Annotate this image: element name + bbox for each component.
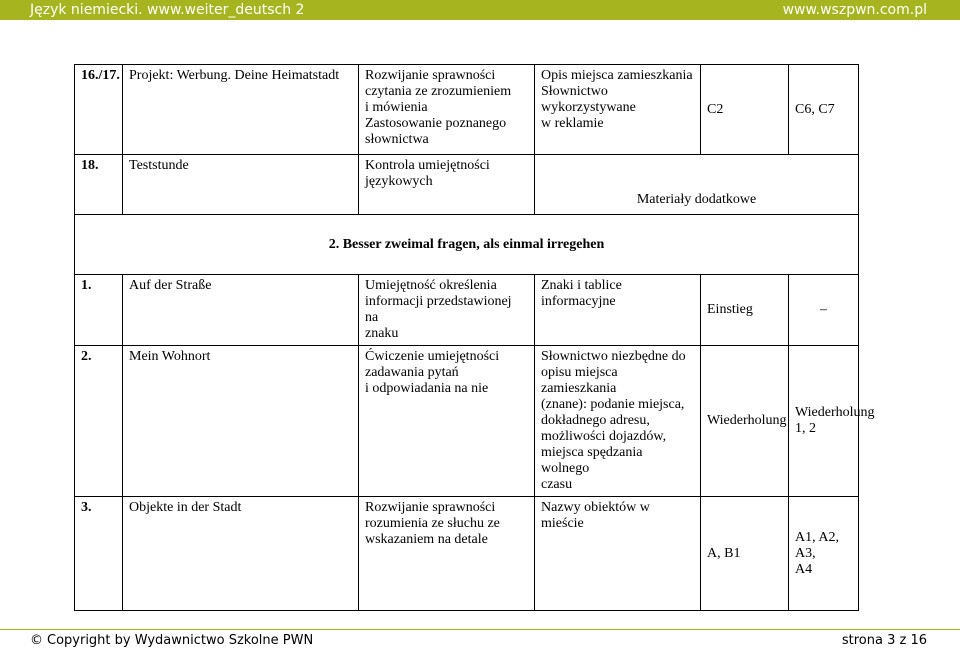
skills-line: Kontrola umiejętności [365,158,490,173]
skills-line: słownictwa [365,132,429,147]
skills-line: rozumienia ze słuchu ze [365,516,500,531]
table-row [75,497,859,611]
lesson-skills [359,155,535,215]
section-row [75,215,859,275]
vocab-line: opisu miejsca zamieszkania [541,365,618,396]
lesson-vocabulary [535,346,701,497]
skills-line: Rozwijanie sprawności [365,68,496,83]
skills-line: i odpowiadania na nie [365,381,489,396]
lesson-number: 18. [75,155,123,215]
lesson-topic: Teststunde [123,155,359,215]
lesson-topic: Objekte in der Stadt [123,497,359,611]
vocab-line: Opis miejsca zamieszkania [541,68,693,83]
lesson-vocabulary [535,275,701,346]
lesson-skills [359,346,535,497]
lesson-exercises [789,497,859,611]
footer-copyright [30,632,313,650]
page-number: strona 3 z 16 [841,633,927,648]
section-heading: 2. Besser zweimal fragen, als einmal irregehen [75,215,859,275]
lesson-number: 3. [75,497,123,611]
skills-line: wskazaniem na detale [365,532,488,547]
lesson-vocabulary [535,497,701,611]
header-title: Język niemiecki. www.weiter_deutsch 2 [30,2,305,18]
table-row [75,346,859,497]
footer-divider [0,629,960,630]
vocab-line: Słownictwo [541,84,608,99]
lesson-material: Wiederholung [701,346,789,497]
vocab-line: Nazwy obiektów w mieście [541,500,650,531]
lesson-material: Einstieg [701,275,789,346]
skills-line: Rozwijanie sprawności [365,500,496,515]
vocab-line: w reklamie [541,116,604,131]
additional-materials: Materiały dodatkowe [535,155,859,215]
table-row [75,65,859,155]
lesson-skills [359,65,535,155]
skills-line: Ćwiczenie umiejętności [365,349,500,364]
lesson-number: 1. [75,275,123,346]
vocab-line: miejsca spędzania wolnego [541,445,643,476]
vocab-line: Znaki i tablice [541,278,622,293]
lesson-topic: Projekt: Werbung. Deine Heimatstadt [123,65,359,155]
exercises-line: A1, A2, A3, [795,529,839,561]
header-website: www.wszpwn.com.pl [782,2,927,18]
vocab-line: dokładnego adresu, [541,413,650,428]
lesson-skills [359,275,535,346]
lesson-topic: Mein Wohnort [123,346,359,497]
lesson-exercises [789,346,875,497]
vocab-line: Słownictwo niezbędne do [541,349,686,364]
lesson-material: A, B1 [701,497,789,611]
skills-line: i mówienia [365,100,428,115]
skills-line: językowych [365,174,433,189]
exercises-line: Wiederholung [795,405,875,420]
vocab-line: możliwości dojazdów, [541,429,667,444]
vocab-line: czasu [541,477,573,492]
lesson-number: 16./17. [75,65,123,155]
skills-line: zadawania pytań [365,365,459,380]
exercises-line: 1, 2 [795,421,816,436]
copyright-text: Copyright by Wydawnictwo Szkolne PWN [47,633,314,648]
vocab-line: (znane): podanie miejsca, [541,397,685,412]
vocab-line: wykorzystywane [541,100,636,115]
lesson-exercises: C6, C7 [789,65,859,155]
vocab-line: informacyjne [541,294,616,309]
table-row [75,275,859,346]
lesson-topic: Auf der Straße [123,275,359,346]
skills-line: Zastosowanie poznanego [365,116,507,131]
skills-line: informacji przedstawionej na [365,294,512,325]
lesson-plan-table [74,64,875,611]
table-row [75,155,859,215]
lesson-vocabulary [535,65,701,155]
lesson-skills [359,497,535,611]
skills-line: znaku [365,326,399,341]
lesson-number: 2. [75,346,123,497]
exercises-line: A4 [795,561,813,577]
skills-line: czytania ze zrozumieniem [365,84,512,99]
copyright-icon: © [30,633,43,648]
skills-line: Umiejętność określenia [365,278,497,293]
lesson-exercises: – [789,275,859,346]
lesson-material: C2 [701,65,789,155]
